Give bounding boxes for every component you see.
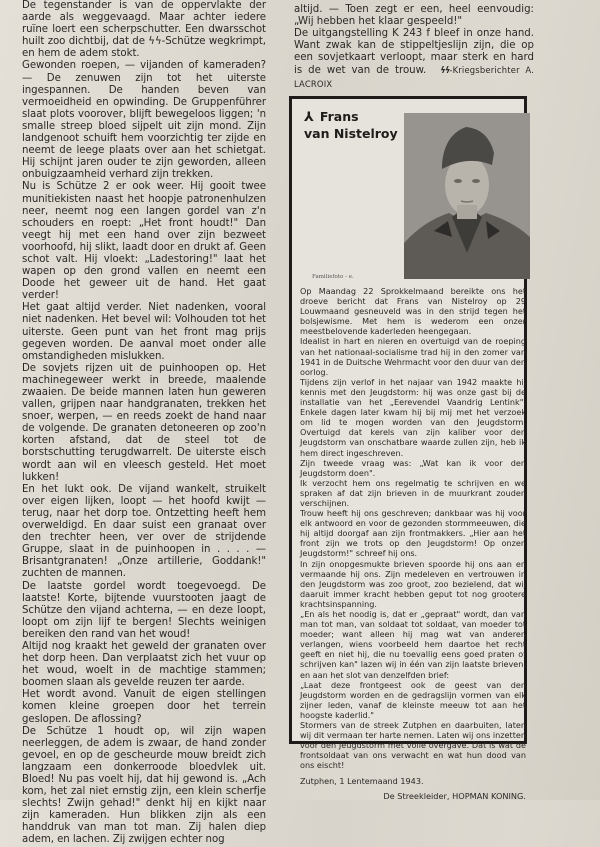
article-paragraph: altijd. — Toen zegt er een, heel eenvoudig: „Wij hebben het klaar gespeeld!": [294, 4, 534, 28]
ss-runes-icon: ϟϟ: [440, 65, 450, 76]
obituary-paragraph: „Laat deze frontgeest ook de geest van den Jeugdstorm worden en de gedragslijn vormen van elk zijner leden, vanaf de kleinste meeuw tot aan het hoogste kaderlid.": [300, 679, 526, 720]
obituary-signature: De Streekleider, HOPMAN KONING.: [383, 790, 526, 801]
obituary-paragraph: Zijn tweede vraag was: „Wat kan ik voor den Jeugdstorm doen".: [300, 457, 526, 478]
article-paragraph: En het lukt ook. De vijand wankelt, struikelt over eigen lijken, loopt — het hoofd kwijt — terug, naar het dorp toe. Ontzetting heeft hem overweldigd. En daar suist een granaat over den trechter heen, ver over de strijdende Gruppe, slaat in de puinhoopen in . . . . — Brisantgranaten! „Onze artillerie, Goddank!" zuchten de mannen.: [22, 483, 266, 580]
article-paragraph: [294, 28, 534, 90]
obituary-date: Zutphen, 1 Lentemaand 1943.: [300, 775, 424, 786]
article-left-column: [22, 0, 266, 847]
article-paragraph: Het gaat altijd verder. Niet nadenken, vooral niet nadenken. Het bevel wil: Volhouden tot het uiterste. Geen punt van het front mag prijs gegeven worden. De aanval moet onder alle omstandigheden mislukken.: [22, 302, 266, 362]
article-paragraph-text: De uitgangstelling K 243 f bleef in onze hand. Want zwak kan de stippeltjeslijn zijn, die op een sovjetkaart verloopt, maar sterk en hard is de wet van de trouw.: [294, 28, 534, 77]
article-paragraph: De laatste gordel wordt toegevoegd. De laatste! Korte, bijtende vuurstooten jaagt de Schütze den vijand achterna, — en deze loopt, loopt om zijn lijf te bergen! Slechts weinigen bereiken den rand van het woud!: [22, 580, 266, 640]
obituary-heading: [304, 109, 398, 142]
byline-text: -Kriegsberichter A. LACROIX: [294, 65, 534, 89]
soldier-portrait-photo: [404, 113, 530, 279]
article-paragraph: Gewonden roepen, — vijanden of kameraden? — De zenuwen zijn tot het uiterste ingespannen. De handen beven van vermoeidheid en opwinding. De Gruppenführer slaat plots voorover, blijft bewegeloos liggen; 'n smalle streep bloed sijpelt uit zijn mond. Zijn landgenoot schuift hem voorzichtig ter zijde en neemt de leege plaats over aan het schietgat. Hij schijnt jaren ouder te zijn geworden, alleen onbuigzaamheid verhard zijn trekken.: [22, 60, 266, 181]
obituary-name-last: van Nistelroy: [304, 126, 398, 141]
obituary-name-first: Frans: [319, 109, 359, 124]
article-paragraph: Nu is Schütze 2 er ook weer. Hij gooit twee munitiekisten naast het hoopje patronenhulzen neer, neemt nog een langen gordel van z'n schouders en roept: „Het front houdt!" Dan veegt hij met een hand over zijn bezweet voorhoofd, hij slikt, laadt door en drukt af. Geen schot valt. Hij vloekt: „Ladestoring!" laat het wapen op den grond vallen en neemt een Doode het geweer uit de hand. Het gaat verder!: [22, 181, 266, 302]
article-paragraph: Het wordt avond. Vanuit de eigen stellingen komen kleine groepen door het terrein geslopen. De aflossing?: [22, 689, 266, 725]
obituary-paragraph: Ik verzocht hem ons regelmatig te schrijven en we spraken af dat zijn brieven in de muurkrant zouden verschijnen.: [300, 477, 526, 508]
obituary-paragraph: Tijdens zijn verlof in het najaar van 1942 maakte hij kennis met den Jeugdstorm: hij was onze gast bij de installatie van het „Eerevendel Vaandrig Lentink". Enkele dagen later kwam hij bij mij met het verzoek om lid te mogen worden van den Jeugdstorm. Overtuigd dat kerels van zijn kaliber voor den Jeugdstorm van onschatbare waarde zullen zijn, heb ik hem direct ingeschreven.: [300, 376, 526, 458]
article-paragraph: De Schütze 1 houdt op, wil zijn wapen neerleggen, de adem is zwaar, de hand zonder gevoel, en op de gescheurde mouw breidt zich langzaam een donkerroode bloedvlek uit. Bloed! Nu pas voelt hij, dat hij gewond is. „Ach kom, het zal niet ernstig zijn, een klein scherfje slechts! Zwijn gehad!" denkt hij en kijkt naar zijn kameraden. Hun blikken zijn als een handdruk van man tot man. Zij halen diep adem, en lachen. Zij zwijgen echter nog: [22, 725, 266, 846]
obituary-box: [289, 96, 527, 801]
obituary-paragraph: Idealist in hart en nieren en overtuigd van de roeping van het nationaal-socialisme trad hij in den zomer van 1941 in de Duitsche Wehrmacht voor den duur van den oorlog.: [300, 336, 526, 377]
article-paragraph: De tegenstander is van de oppervlakte der aarde als weggevaagd. Maar achter iedere ruïne loert een scherpschutter. Een dwarsschot huilt zoo dichtbij, dat de ϟϟ-Schütze wegkrimpt, en hem de adem stokt.: [22, 0, 266, 60]
obituary-paragraph: Trouw heeft hij ons geschreven; dankbaar was hij voor elk antwoord en voor de gezonden stormmeeuwen, die hij altijd doorgaf aan zijn frontmakkers. „Hier aan het front zijn we trots op den Jeugdstorm! Op onzen Jeugdstorm!" schreef hij ons.: [300, 508, 526, 559]
article-paragraph: De sovjets rijzen uit de puinhoopen op. Het machinegeweer werkt in breede, maalende zwaaien. De beide mannen laten hun geweren vallen, grijpen naar handgranaten, trekken het snoer, werpen, — en reeds zoekt de hand naar de volgende. De granaten detoneeren op zoo'n korten afstand, dat de steel tot de borstschutting terugdwarrelt. De uiterste eisch wordt aan wil en vleesch gesteld. Het moet lukken!: [22, 362, 266, 483]
obituary-paragraph: Stormers van de streek Zutphen en daarbuiten, laten wij dit vermaan ter harte nemen. Laten wij ons inzetten voor den Jeugdstorm met volle overgave. Dat is wat de frontsoldaat van ons verwacht en wat hun dood van ons eischt!: [300, 720, 526, 771]
obituary-paragraph: „En als het noodig is, dat er „gepraat" wordt, dan van man tot man, van soldaat tot soldaat, van moeder tot moeder; want alleen hij mag wat van anderen verlangen, wiens voorbeeld hem daartoe het recht geeft en niet hij, die nu toevallig eens goed praten of schrijven kan" lazen wij in één van zijn laatste brieven, en aan het slot van denzelfden brief:: [300, 609, 526, 680]
photo-caption: Familiefoto - e.: [312, 274, 354, 280]
article-paragraph: Altijd nog kraakt het geweld der granaten over het dorp heen. Dan verplaatst zich het vuur op het woud, woelt in de machtige stammen; boomen slaan als gevelde reuzen ter aarde.: [22, 640, 266, 689]
article-continuation: [294, 4, 534, 91]
portrait-image: [404, 113, 530, 279]
death-rune-icon: ⅄: [304, 110, 314, 125]
obituary-body: [300, 286, 526, 801]
obituary-paragraph: Op Maandag 22 Sprokkelmaand bereikte ons het droeve bericht dat Frans van Nistelroy op 29 Louwmaand gesneuveld was in den strijd tegen het bolsjewisme. Met hem is wederom een onzer meestbelovende kaderleden heengegaan.: [300, 286, 526, 337]
obituary-paragraph: In zijn onopgesmukte brieven spoorde hij ons aan en vermaande hij ons. Zijn medeleven en vertrouwen in den Jeugdstorm was zoo groot, zoo bezielend, dat wij daaruit immer kracht hebben geput tot nog grootere krachtsinspanning.: [300, 558, 526, 609]
